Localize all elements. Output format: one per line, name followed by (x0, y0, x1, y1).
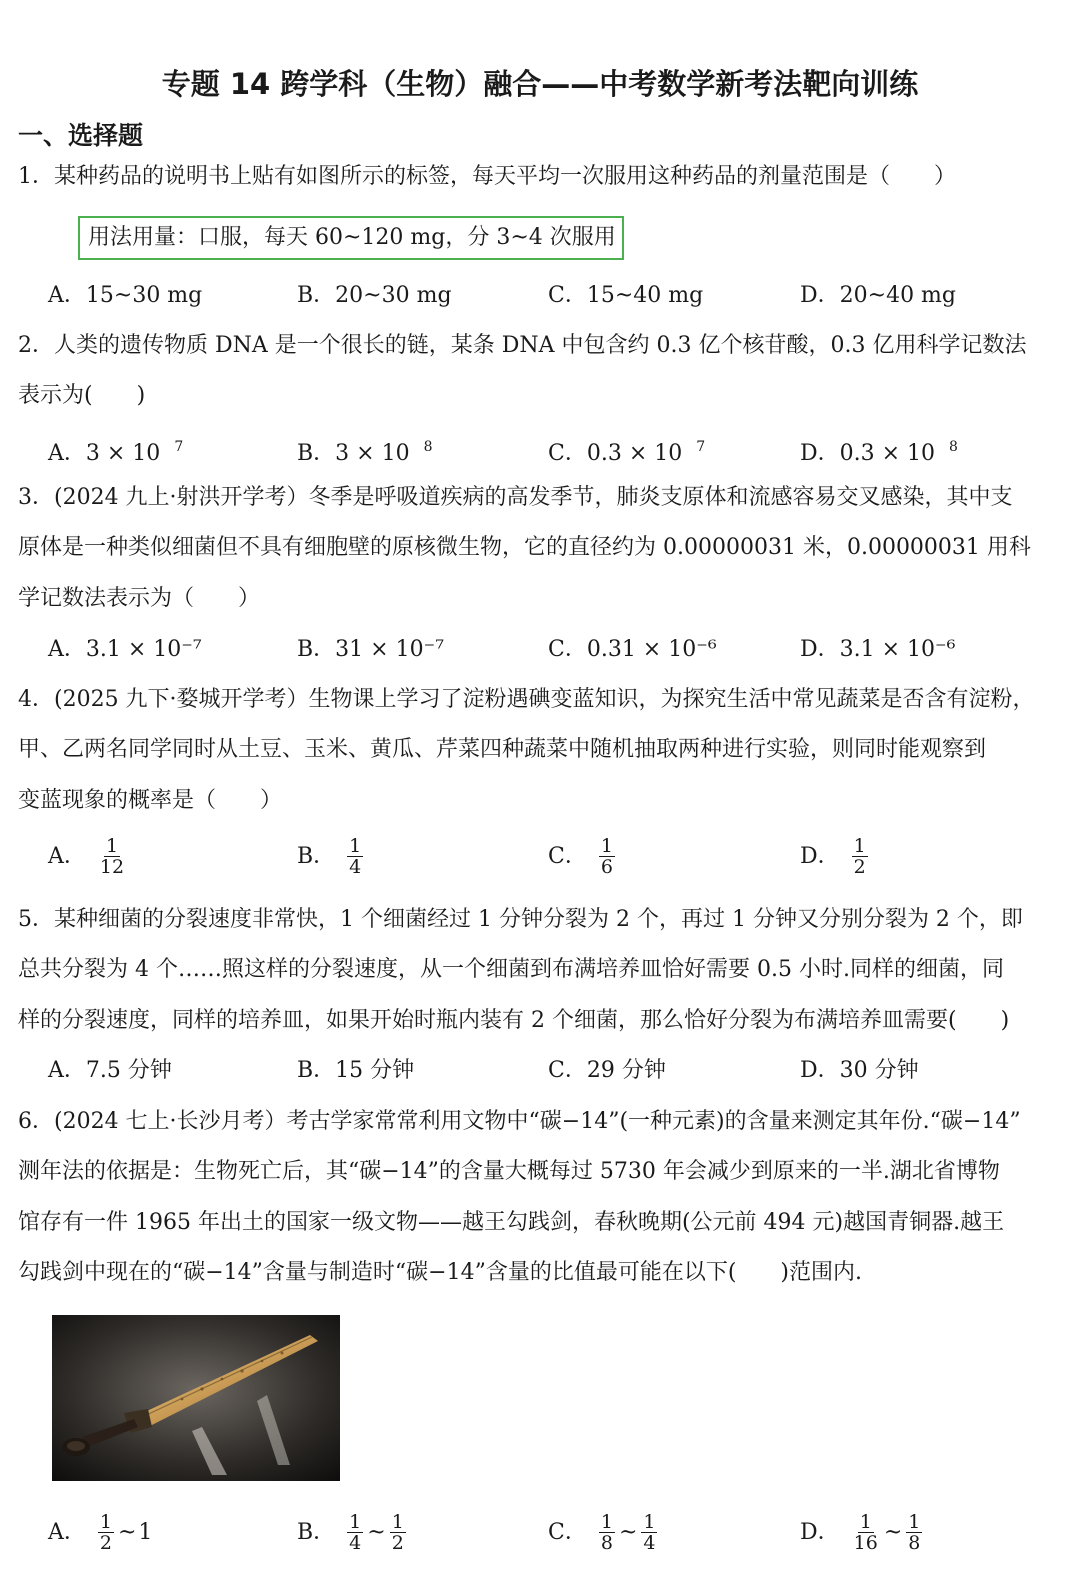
q6-stem-line2: 测年法的依据是：生物死亡后，其“碳−14”的含量大概每过 5730 年会减少到原来的一半.湖北省博物 (18, 1159, 1000, 1184)
q6-a-upper: 1 (138, 1519, 153, 1545)
q6-a-fraction: $\frac{1}{2}$ (99, 1511, 112, 1554)
q6-c-tilde: ~ (618, 1519, 638, 1545)
q3-option-a[interactable]: A．3.1 × 10⁻⁷ (48, 637, 202, 662)
q5-stem-line1: 5．某种细菌的分裂速度非常快，1 个细菌经过 1 分钟分裂为 2 个，再过 1 分钟又分别分裂为 2 个，即 (18, 907, 1023, 932)
q4-a-fraction: $\frac{1}{12}$ (99, 835, 125, 878)
q2-a-base: A．3 × 10 (48, 441, 161, 466)
q4-stem-line2: 甲、乙两名同学同时从土豆、玉米、黄瓜、芹菜四种蔬菜中随机抽取两种进行实验，则同时能观察到 (18, 737, 987, 762)
q3-option-b[interactable]: B．31 × 10⁻⁷ (297, 637, 445, 662)
q5-stem-line3: 样的分裂速度，同样的培养皿，如果开始时瓶内装有 2 个细菌，那么恰好分裂为布满培养皿需要( ) (18, 1008, 1010, 1033)
q3-stem-line2: 原体是一种类似细菌但不具有细胞壁的原核微生物，它的直径约为 0.00000031 米，0.00000031 用科 (18, 535, 1031, 560)
q6-d-tilde: ~ (883, 1519, 903, 1545)
q2-c-exponent: 7 (696, 439, 706, 455)
q2-d-exponent: 8 (949, 439, 958, 455)
q1-dosage-label: 用法用量：口服，每天 60~120 mg，分 3~4 次服用 (78, 216, 624, 260)
q2-stem-line2: 表示为( ) (18, 383, 146, 408)
q5-stem-line2: 总共分裂为 4 个……照这样的分裂速度，从一个细菌到布满培养皿恰好需要 0.5 小时.同样的细菌，同 (18, 957, 1004, 982)
q1-option-b[interactable]: B．20~30 mg (297, 283, 452, 308)
q5-option-a[interactable]: A．7.5 分钟 (48, 1058, 172, 1083)
q2-option-b[interactable] (297, 432, 433, 469)
section-heading: 一、选择题 (18, 121, 144, 150)
q4-option-b[interactable] (297, 836, 365, 877)
q1-option-d[interactable]: D．20~40 mg (800, 283, 956, 308)
q1-option-a[interactable]: A．15~30 mg (48, 283, 203, 308)
q6-c-letter: C． (548, 1519, 587, 1545)
q6-b-letter: B． (297, 1519, 336, 1545)
q4-option-c[interactable] (548, 836, 617, 877)
q6-b-fraction-lower: $\frac{1}{4}$ (349, 1511, 362, 1554)
q4-b-fraction: $\frac{1}{4}$ (349, 835, 362, 878)
q6-d-fraction-upper: $\frac{1}{8}$ (908, 1511, 921, 1554)
q4-c-letter: C． (548, 843, 587, 869)
q6-b-tilde: ~ (367, 1519, 386, 1545)
q6-option-d[interactable] (800, 1512, 924, 1553)
q6-option-a[interactable] (48, 1512, 152, 1553)
q3-option-d[interactable]: D．3.1 × 10⁻⁶ (800, 637, 956, 662)
q6-a-letter: A． (48, 1519, 86, 1545)
q5-option-b[interactable]: B．15 分钟 (297, 1058, 415, 1083)
q5-option-d[interactable]: D．30 分钟 (800, 1058, 919, 1083)
q4-c-fraction: $\frac{1}{6}$ (600, 835, 613, 878)
q5-option-c[interactable]: C．29 分钟 (548, 1058, 666, 1083)
q6-stem-line4: 勾践剑中现在的“碳−14”含量与制造时“碳−14”含量的比值最可能在以下( )范围内. (18, 1260, 863, 1285)
q2-a-exponent: 7 (174, 439, 184, 455)
q6-stem-line1: 6．(2024 七上·长沙月考）考古学家常常利用文物中“碳−14”(一种元素)的含量来测定其年份.“碳−14” (18, 1109, 1021, 1134)
q6-d-letter: D． (800, 1519, 840, 1545)
q2-b-base: B．3 × 10 (297, 441, 410, 466)
q1-stem: 1．某种药品的说明书上贴有如图所示的标签，每天平均一次服用这种药品的剂量范围是（ ） (18, 164, 957, 189)
bronze-sword-photo (52, 1315, 340, 1481)
q4-d-letter: D． (800, 843, 840, 869)
page-title: 专题 14 跨学科（生物）融合——中考数学新考法靶向训练 (161, 67, 919, 101)
q6-option-b[interactable] (297, 1512, 408, 1553)
q6-d-fraction-lower: $\frac{1}{16}$ (853, 1511, 878, 1554)
q4-stem-line1: 4．(2025 九下·婺城开学考）生物课上学习了淀粉遇碘变蓝知识，为探究生活中常见蔬菜是否含有淀粉， (18, 687, 1035, 712)
q2-b-exponent: 8 (423, 439, 433, 455)
q2-option-c[interactable] (548, 432, 705, 469)
q2-d-base: D．0.3 × 10 (800, 441, 936, 466)
q6-c-fraction-lower: $\frac{1}{8}$ (600, 1511, 613, 1554)
q6-a-tilde: ~ (117, 1519, 137, 1545)
q6-b-fraction-upper: $\frac{1}{2}$ (391, 1511, 404, 1554)
q4-d-fraction: $\frac{1}{2}$ (853, 835, 866, 878)
q1-option-c[interactable]: C．15~40 mg (548, 283, 704, 308)
q2-c-base: C．0.3 × 10 (548, 441, 683, 466)
q4-option-a[interactable] (48, 836, 128, 877)
q6-c-fraction-upper: $\frac{1}{4}$ (643, 1511, 656, 1554)
q2-option-d[interactable] (800, 432, 958, 469)
q3-stem-line1: 3．(2024 九上·射洪开学考）冬季是呼吸道疾病的高发季节，肺炎支原体和流感容易交叉感染，其中支 (18, 485, 1013, 510)
q6-option-c[interactable] (548, 1512, 659, 1553)
q4-a-letter: A． (48, 843, 86, 869)
q3-option-c[interactable]: C．0.31 × 10⁻⁶ (548, 637, 717, 662)
q4-stem-line3: 变蓝现象的概率是（ ） (18, 788, 283, 813)
q3-stem-line3: 学记数法表示为（ ） (18, 586, 261, 611)
q4-option-d[interactable] (800, 836, 870, 877)
q6-stem-line3: 馆存有一件 1965 年出土的国家一级文物——越王勾践剑，春秋晚期(公元前 494 元)越国青铜器.越王 (18, 1210, 1005, 1235)
q2-stem-line1: 2．人类的遗传物质 DNA 是一个很长的链，某条 DNA 中包含约 0.3 亿个核苷酸，0.3 亿用科学记数法 (18, 333, 1027, 358)
q2-option-a[interactable] (48, 432, 183, 469)
q4-b-letter: B． (297, 843, 336, 869)
